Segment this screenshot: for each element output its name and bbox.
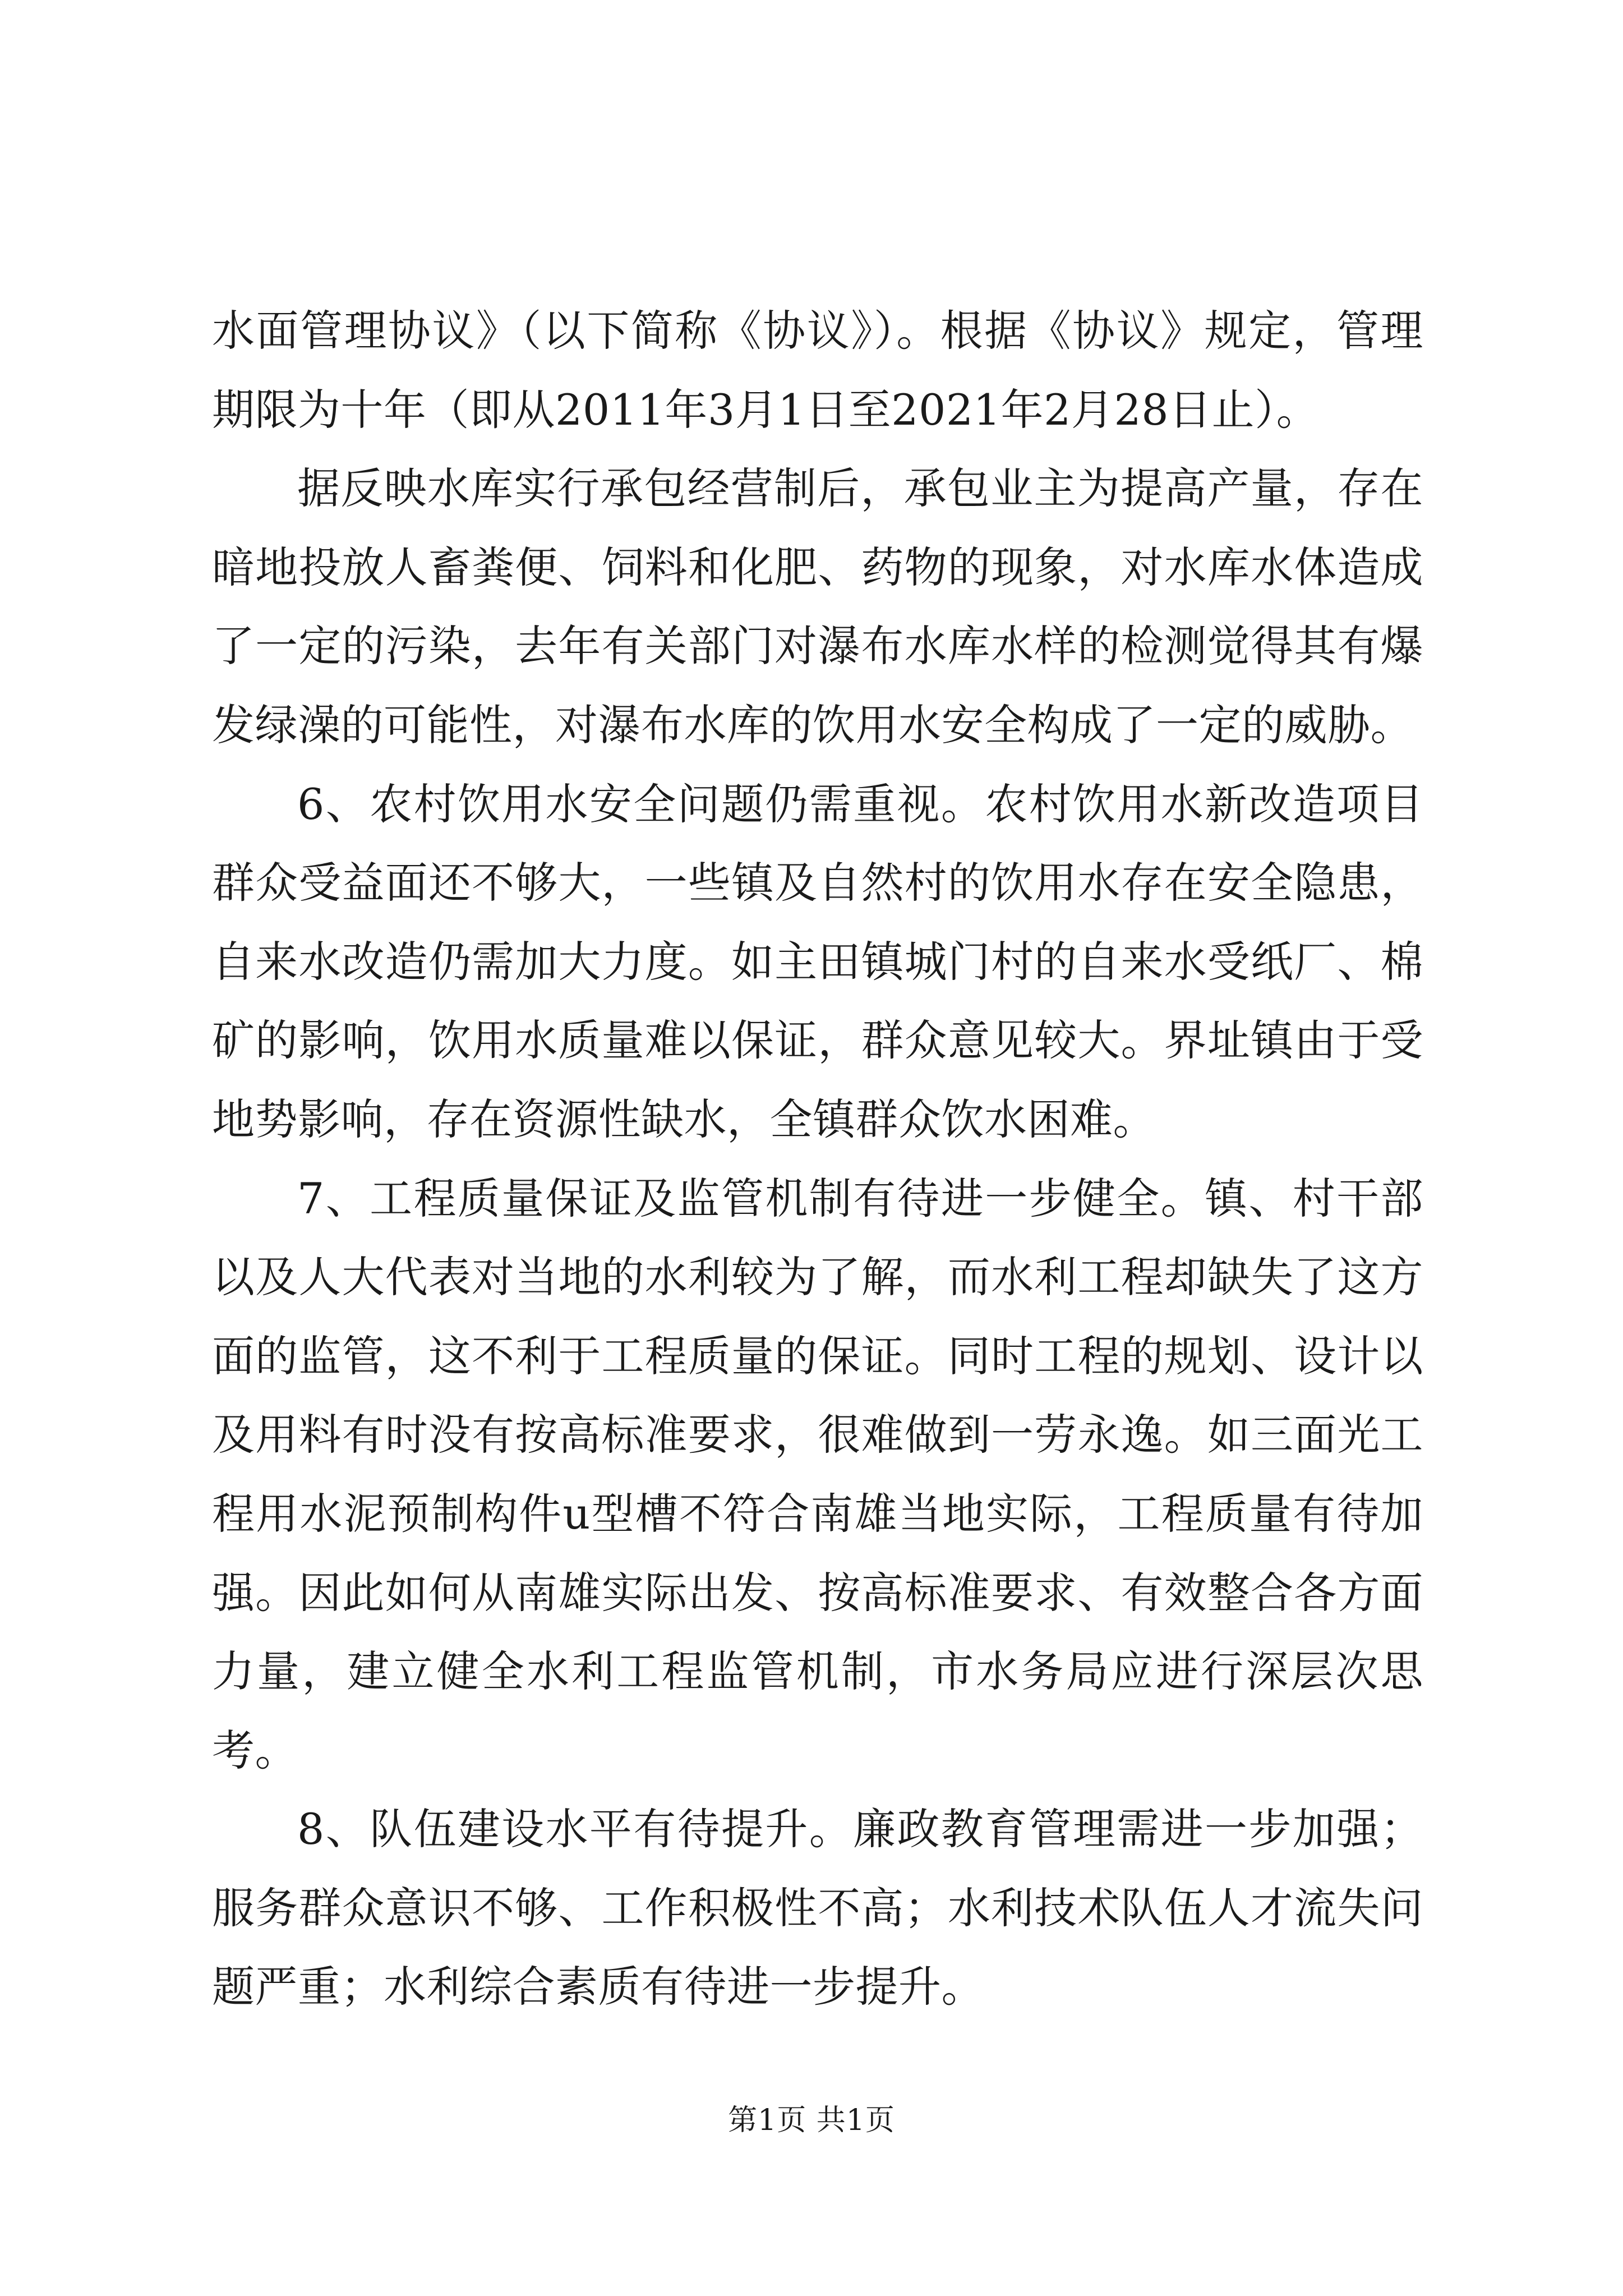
page-footer: 第1页 共1页: [728, 2104, 895, 2137]
paragraph-project-quality: 7、工程质量保证及监管机制有待进一步健全。镇、村干部以及人大代表对当地的水利较为了解，而水利工程却缺失了这方面的监管，这不利于工程质量的保证。同时工程的规划、设计以及用料有时没有按高标准要求，很难做到一劳永逸。如三面光工程用水泥预制构件u型槽不符合南雄当地实际，工程质量有待加强。因此如何从南雄实际出发、按高标准要求、有效整合各方面力量，建立健全水利工程监管机制，市水务局应进行深层次思考。: [212, 1173, 1423, 1775]
paragraph-rural-drinking-water: 6、农村饮用水安全问题仍需重视。农村饮用水新改造项目群众受益面还不够大，一些镇及自然村的饮用水存在安全隐患，自来水改造仍需加大力度。如主田镇城门村的自来水受纸厂、棉矿的影响，饮用水质量难以保证，群众意见较大。界址镇由于受地势影响，存在资源性缺水，全镇群众饮水困难。: [212, 779, 1423, 1144]
paragraph-team-building: 8、队伍建设水平有待提升。廉政教育管理需进一步加强；服务群众意识不够、工作积极性不高；水利技术队伍人才流失问题严重；水利综合素质有待进一步提升。: [212, 1804, 1423, 2012]
paragraph-reservoir-pollution: 据反映水库实行承包经营制后，承包业主为提高产量，存在暗地投放人畜粪便、饲料和化肥、药物的现象，对水库水体造成了一定的污染，去年有关部门对瀑布水库水样的检测觉得其有爆发绿澡的可能性，对瀑布水库的饮用水安全构成了一定的威胁。: [212, 463, 1423, 750]
paragraph-agreement-term: 水面管理协议》（以下简称《协议》）。根据《协议》规定，管理期限为十年（即从2011年3月1日至2021年2月28日止）。: [212, 306, 1423, 435]
document-body: [212, 292, 1423, 2027]
